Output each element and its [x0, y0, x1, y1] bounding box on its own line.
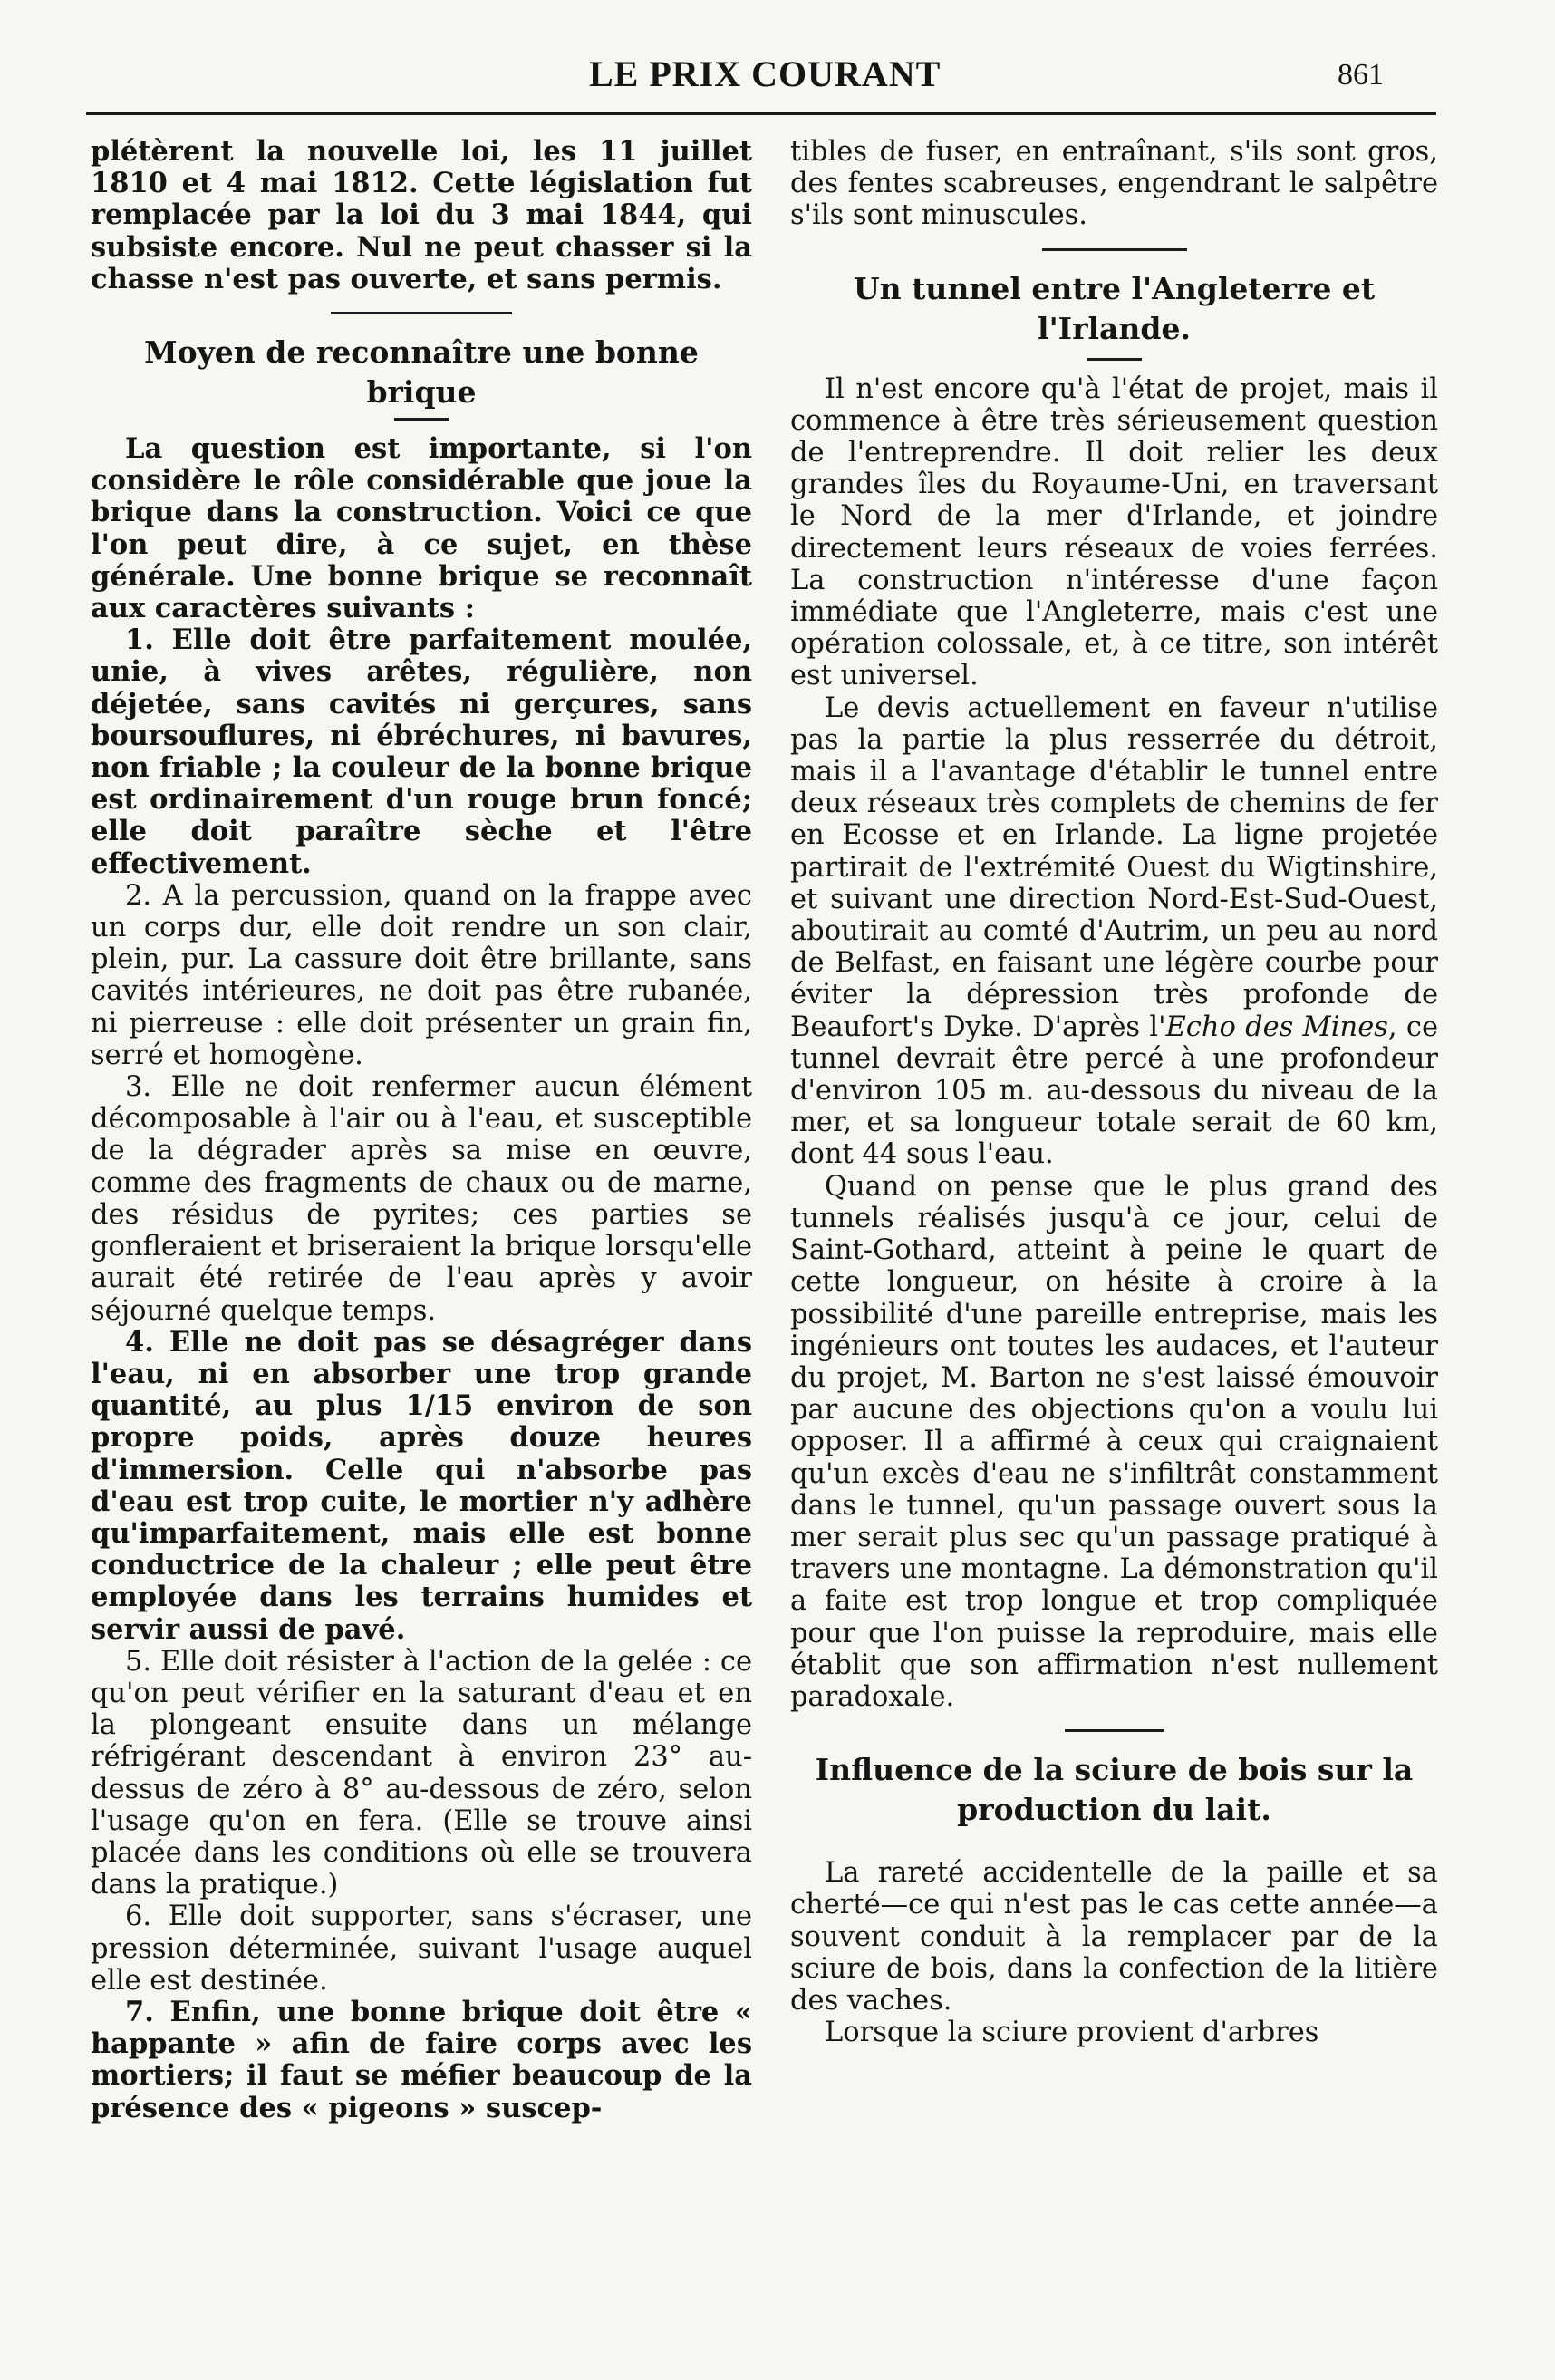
section-divider [331, 312, 512, 314]
brique-item-1: 1. Elle doit être parfaitement moulée, unie, à vives arêtes, régulière, non déjetée, sans cavités ni gerçures, sans boursouflures, ni ébréchures, ni bavures, non friable ; la couleur de la bonne brique est ordinairement d'un rouge brun foncé; elle doit paraître sèche et l'être effectivement. [91, 624, 752, 880]
brique-item-2: 2. A la percussion, quand on la frappe avec un corps dur, elle doit rendre un son clair, plein, pur. La cassure doit être brillante, sans cavités intérieures, ne doit pas être rubanée, ni pierreuse : elle doit présenter un grain fin, serré et homogène. [91, 879, 752, 1071]
section-divider [1042, 248, 1187, 251]
publication-title: LE PRIX COURANT [589, 53, 942, 94]
tunnel-paragraph-3: Quand on pense que le plus grand des tunnels réalisés jusqu'à ce jour, celui de Saint-Gothard, atteint à peine le quart de cette longueur, on hésite à croire à la possibilité d'une pareille entreprise, mais les ingénieurs ont toutes les audaces, et l'auteur du projet, M. Barton ne s'est laissé émouvoir par aucune des objections qu'on a voulu lui opposer. Il a affirmé à ceux qui craignaient qu'un excès d'eau ne s'infiltrât constamment dans le tunnel, qu'un passage ouvert sous la mer serait plus sec qu'un passage pratiqué à travers une montagne. La démonstration qu'il a faite est trop longue et trop compliquée pour que l'on puisse la reproduire, mais elle établit que son affirmation n'est nullement paradoxale. [790, 1170, 1438, 1713]
brique-lead-paragraph: La question est importante, si l'on considère le rôle considérable que joue la brique dans la construction. Voici ce que l'on peut dire, à ce sujet, en thèse générale. Une bonne brique se reconnaît aux caractères suivants : [91, 432, 752, 625]
page-number: 861 [1338, 58, 1384, 92]
heading-spacer [790, 1830, 1438, 1857]
header-rule [86, 112, 1436, 115]
page-header [0, 53, 1555, 107]
right-intro-paragraph: tibles de fuser, en entraînant, s'ils sont gros, des fentes scabreuses, engendrant le salpêtre s'ils sont minuscules. [790, 136, 1438, 232]
tunnel-paragraph-1: Il n'est encore qu'à l'état de projet, mais il commence à être très sérieusement question de l'entreprendre. Il doit relier les deux grandes îles du Royaume-Uni, en traversant le Nord de la mer d'Irlande, et joindre directement leurs réseaux de voies ferrées. La construction n'intéresse d'une façon immédiate que l'Angleterre, mais c'est une opération colossale, et, à ce titre, son intérêt est universel. [790, 372, 1438, 692]
brique-item-7: 7. Enfin, une bonne brique doit être « happante » afin de faire corps avec les mortiers; il faut se méfier beaucoup de la présence des « pigeons » suscep- [91, 1995, 752, 2124]
heading-underline [1087, 358, 1142, 361]
source-title-echo-des-mines: Echo des Mines [1165, 1011, 1388, 1043]
left-intro-paragraph: plétèrent la nouvelle loi, les 11 juillet 1810 et 4 mai 1812. Cette législation fut remplacée par la loi du 3 mai 1844, qui subsiste encore. Nul ne peut chasser si la chasse n'est pas ouverte, et sans permis. [91, 135, 752, 295]
sciure-paragraph-2: Lorsque la sciure provient d'arbres [825, 2017, 1319, 2049]
tunnel-paragraph-2-text: Le devis actuellement en faveur n'utilise pas la partie la plus resserrée du détroit, mais il a l'avantage d'établir le tunnel entre deux réseaux très complets de chemins de fer en Ecosse et en Irlande. La ligne projetée partirait de l'extrémité Ouest du Wigtinshire, et suivant une direction Nord-Est-Sud-Ouest, aboutirait au comté d'Autrim, un peu au nord de Belfast, en faisant une légère courbe pour éviter la dépression très profonde de Beaufort's Dyke. D'après l' [790, 692, 1438, 1043]
brique-item-4: 4. Elle ne doit pas se désagréger dans l'eau, ni en absorber une trop grande quantité, au plus 1/15 environ de son propre poids, après douze heures d'immersion. Celle qui n'absorbe pas d'eau est trop cuite, le mortier n'y adhère qu'imparfaitement, mais elle est bonne conductrice de la chaleur ; elle peut être employée dans les terrains humides et servir aussi de pavé. [91, 1325, 752, 1646]
left-column [91, 136, 752, 2124]
brique-item-6: 6. Elle doit supporter, sans s'écraser, une pression déterminée, suivant l'usage auquel elle est destinée. [91, 1901, 752, 1997]
brique-item-5: 5. Elle doit résister à l'action de la gelée : ce qu'on peut vérifier en la saturant d'eau et en la plongeant ensuite dans un mélange réfrigérant descendant à environ 23° au-dessus de zéro à 8° au-dessous de zéro, selon l'usage qu'on en fera. (Elle se trouve ainsi placée dans les conditions où elle se trouvera dans la pratique.) [91, 1645, 752, 1901]
heading-underline [394, 418, 449, 421]
brique-item-3: 3. Elle ne doit renfermer aucun élément décomposable à l'air ou à l'eau, et susceptible de la dégrader après sa mise en œuvre, comme des fragments de chaux ou de marne, des résidus de pyrites; ces parties se gonfleraient et briseraient la brique lorsqu'elle aurait été retirée de l'eau après y avoir séjourné quelque temps. [91, 1071, 752, 1327]
article-heading-brique: Moyen de reconnaître une bonne brique [144, 334, 699, 411]
article-heading-tunnel: Un tunnel entre l'Angleterre et l'Irlande. [853, 270, 1376, 346]
tunnel-paragraph-2-text-end: , ce tunnel devrait être percé à une profondeur d'environ 105 m. au-dessous du niveau de la mer, et sa longueur totale serait de 60 km, dont 44 sous l'eau. [790, 1011, 1438, 1171]
section-divider [1065, 1729, 1164, 1732]
right-column [790, 136, 1438, 2048]
tunnel-paragraph-2 [790, 692, 1438, 1171]
article-heading-sciure: Influence de la sciure de bois sur la production du lait. [815, 1752, 1414, 1828]
sciure-paragraph-1: La rareté accidentelle de la paille et sa cherté—ce qui n'est pas le cas cette année—a souvent conduit à la remplacer par de la sciure de bois, dans la confection de la litière des vaches. [790, 1857, 1438, 2017]
